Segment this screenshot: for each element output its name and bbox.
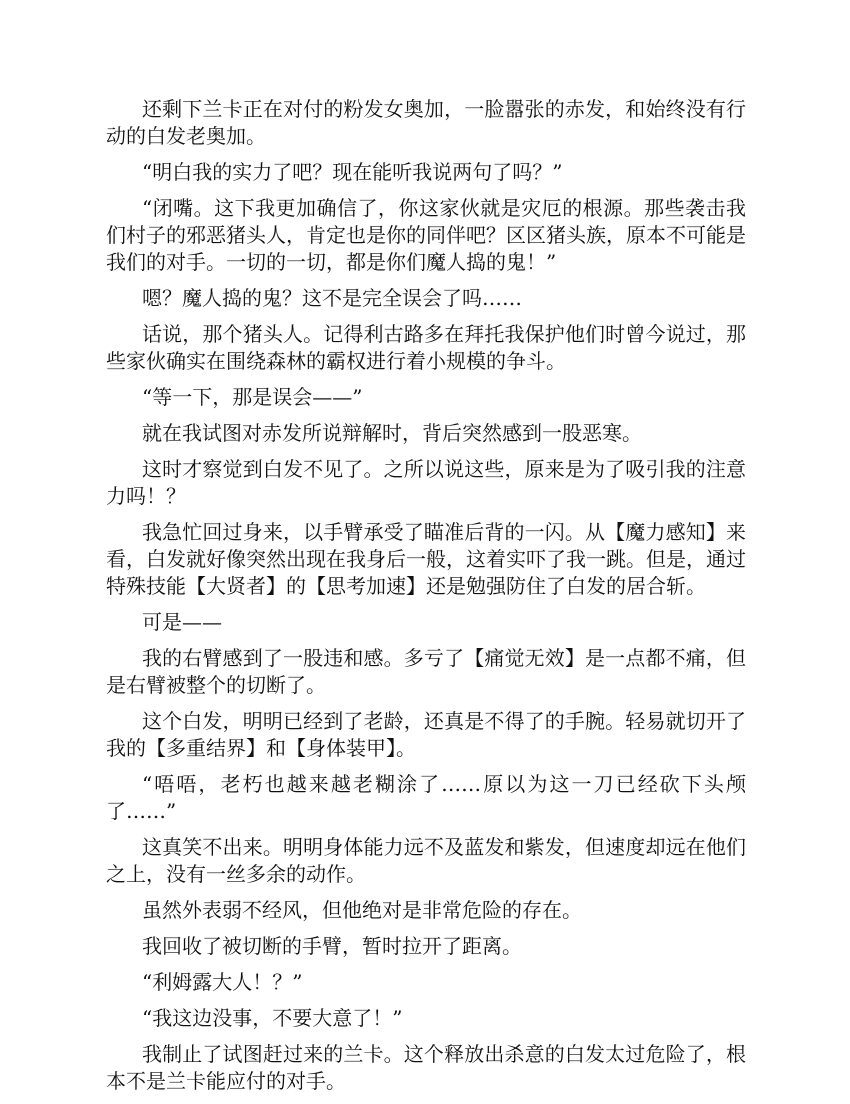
paragraph: 可是——: [142, 610, 222, 634]
paragraph: 我的右臂感到了一股违和感。多亏了【痛觉无效】是一点都不痛，但是右臂被整个的切断了。: [106, 646, 746, 697]
paragraph: “明白我的实力了吧？现在能听我说两句了吗？”: [142, 160, 563, 184]
paragraph: “利姆露大人！？”: [142, 970, 303, 994]
document-page: [106, 96, 746, 1104]
paragraph: 这真笑不出来。明明身体能力远不及蓝发和紫发，但速度却远在他们之上，没有一丝多余的动作。: [106, 835, 746, 886]
paragraph: 话说，那个猪头人。记得利古路多在拜托我保护他们时曾今说过，那些家伙确实在围绕森林的霸权进行着小规模的争斗。: [106, 322, 746, 373]
paragraph: 这时才察觉到白发不见了。之所以说这些，原来是为了吸引我的注意力吗！？: [106, 457, 746, 508]
paragraph: 就在我试图对赤发所说辩解时，背后突然感到一股恶寒。: [142, 421, 642, 445]
paragraph: 嗯？魔人捣的鬼？这不是完全误会了吗……: [142, 286, 522, 310]
paragraph: “我这边没事，不要大意了！”: [142, 1006, 403, 1030]
paragraph: 我回收了被切断的手臂，暂时拉开了距离。: [142, 934, 522, 958]
paragraph: 我急忙回过身来，以手臂承受了瞄准后背的一闪。从【魔力感知】来看，白发就好像突然出现在我身后一般，这着实吓了我一跳。但是，通过特殊技能【大贤者】的【思考加速】还是勉强防住了白发的居合斩。: [106, 520, 746, 598]
paragraph: 虽然外表弱不经风，但他绝对是非常危险的存在。: [142, 898, 582, 922]
paragraph: “唔唔，老朽也越来越老糊涂了……原以为这一刀已经砍下头颅了……”: [106, 772, 746, 823]
paragraph: “等一下，那是误会——”: [142, 385, 363, 409]
paragraph: 这个白发，明明已经到了老龄，还真是不得了的手腕。轻易就切开了我的【多重结界】和【身体装甲】。: [106, 709, 746, 760]
paragraph: “闭嘴。这下我更加确信了，你这家伙就是灾厄的根源。那些袭击我们村子的邪恶猪头人，肯定也是你的同伴吧？区区猪头族，原本不可能是我们的对手。一切的一切，都是你们魔人捣的鬼！”: [106, 196, 746, 274]
paragraph: 还剩下兰卡正在对付的粉发女奥加，一脸嚣张的赤发，和始终没有行动的白发老奥加。: [106, 97, 746, 148]
paragraph: 我制止了试图赶过来的兰卡。这个释放出杀意的白发太过危险了，根本不是兰卡能应付的对手。: [106, 1042, 746, 1093]
